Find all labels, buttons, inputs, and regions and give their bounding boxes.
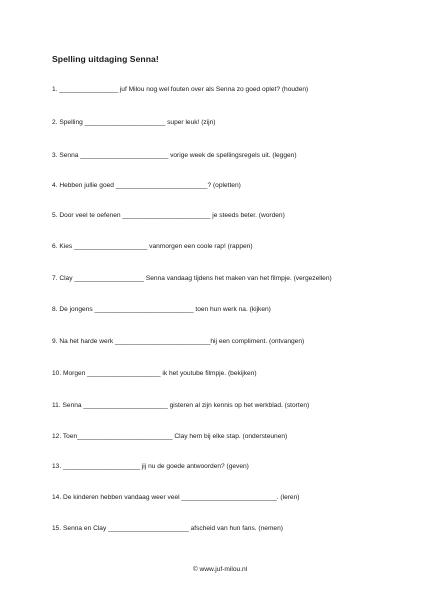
exercise-item-10: 10. Morgen ____________________ ik het youtube filmpje. (bekijken) bbox=[52, 370, 257, 377]
exercise-item-1: 1. ________________ juf Milou nog wel fouten over als Senna zo goed oplet? (houden) bbox=[52, 86, 309, 93]
exercise-item-6: 6. Kies ____________________ vanmorgen een coole rap! (rappen) bbox=[52, 243, 253, 250]
exercise-item-7: 7. Clay ___________________ Senna vandaag tijdens het maken van het filmpje. (vergezellen) bbox=[52, 275, 332, 282]
exercise-item-5: 5. Door veel te oefenen ________________________ je steeds beter. (worden) bbox=[52, 212, 285, 219]
exercise-item-12: 12. Toen__________________________ Clay hem bij elke stap. (ondersteunen) bbox=[52, 433, 288, 440]
exercise-item-3: 3. Senna ________________________ vorige week de spellingsregels uit. (leggen) bbox=[52, 152, 297, 159]
exercise-item-14: 14. De kinderen hebben vandaag weer veel __________________________. (leren) bbox=[52, 494, 300, 501]
exercise-item-4: 4. Hebben jullie goed _________________________? (opletten) bbox=[52, 182, 241, 189]
exercise-item-13: 13. _____________________ jij nu de goede antwoorden? (geven) bbox=[52, 463, 249, 470]
worksheet-title: Spelling uitdaging Senna! bbox=[52, 54, 159, 64]
exercise-item-2: 2. Spelling ______________________ super leuk! (zijn) bbox=[52, 119, 216, 126]
exercise-item-11: 11. Senna _______________________ gisteren al zijn kennis op het werkblad. (storten) bbox=[52, 402, 310, 409]
copyright-footer: © www.juf-milou.nl bbox=[192, 566, 248, 573]
exercise-item-9: 9. Na het harde werk __________________________hij een compliment. (ontvangen) bbox=[52, 338, 305, 345]
exercise-item-8: 8. De jongens ___________________________ toen hun werk na. (kijken) bbox=[52, 306, 271, 313]
exercise-item-15: 15. Senna en Clay ______________________ afscheid van hun fans. (nemen) bbox=[52, 525, 283, 532]
